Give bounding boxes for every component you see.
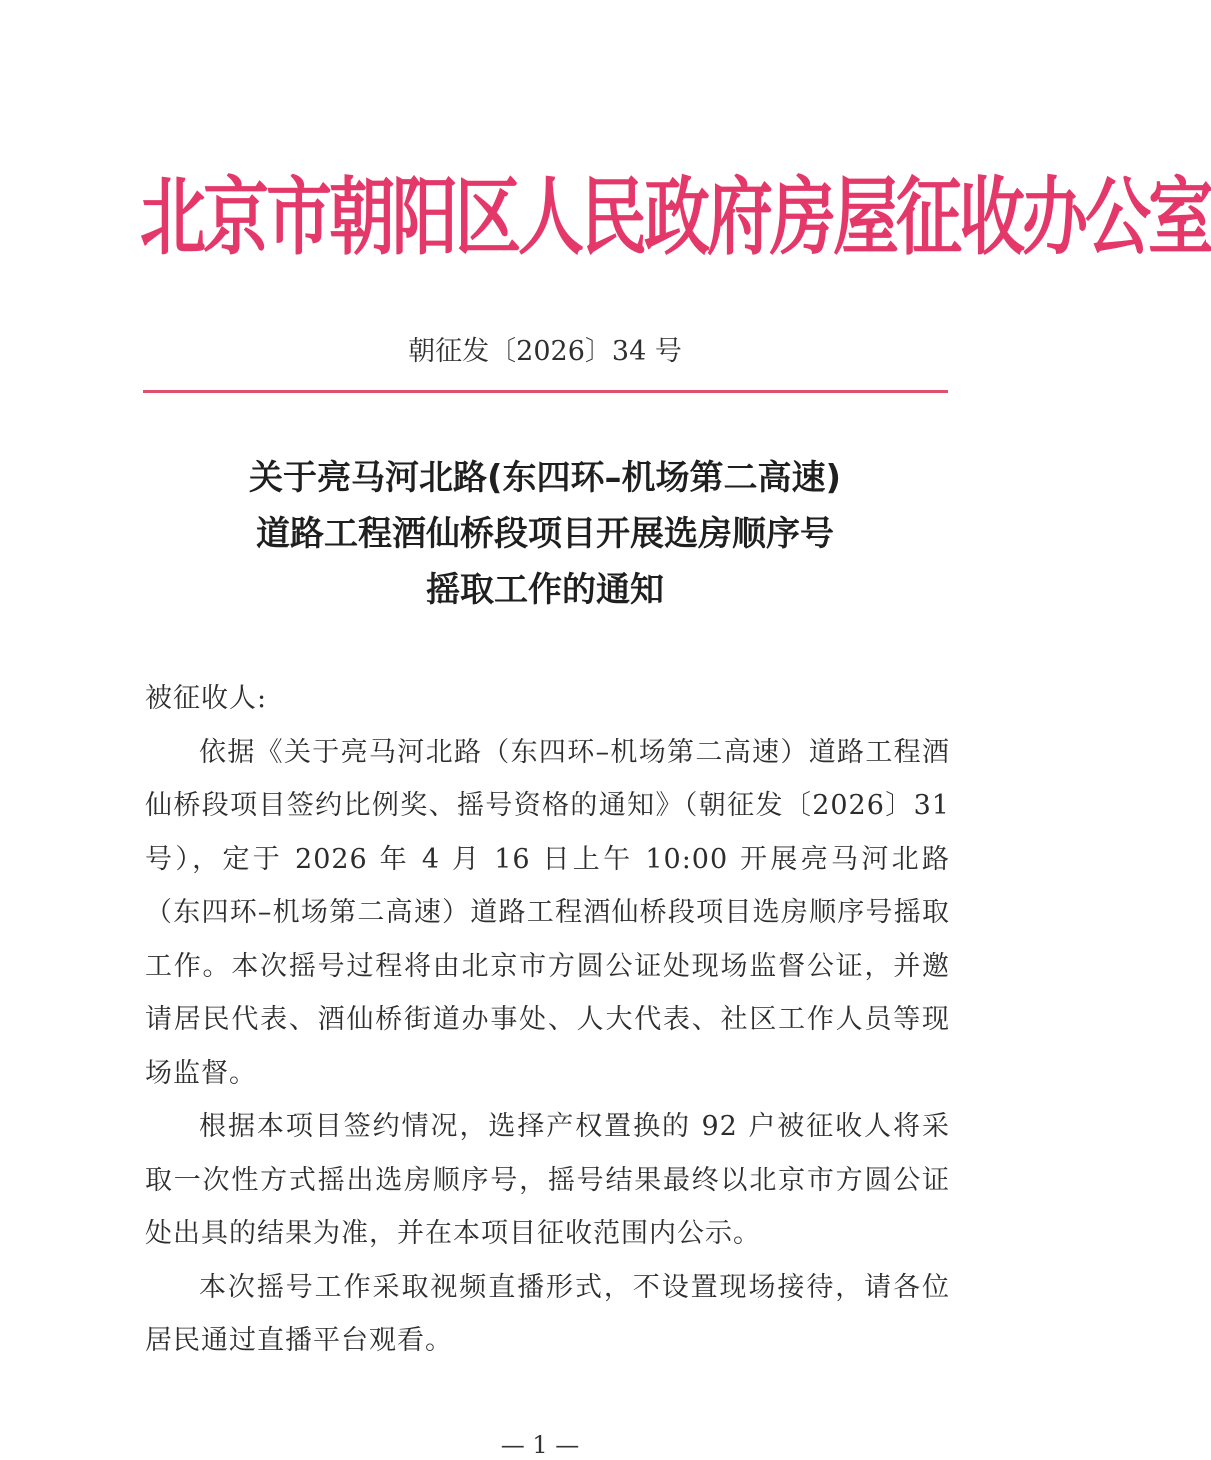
issuing-agency-masthead: 北京市朝阳区人民政府房屋征收办公室: [140, 168, 1211, 267]
title-line: 关于亮马河北路(东四环–机场第二高速): [248, 458, 842, 498]
salutation: 被征收人:: [145, 683, 268, 714]
document-title: [140, 450, 950, 618]
page-number: — 1 —: [500, 1431, 580, 1459]
body-paragraph: 本次摇号工作采取视频直播形式，不设置现场接待，请各位居民通过直播平台观看。: [145, 1271, 950, 1356]
red-divider-line: [143, 390, 948, 393]
document-body: [145, 672, 950, 1368]
body-paragraph: 根据本项目签约情况，选择产权置换的 92 户被征收人将采取一次性方式摇出选房顺序号，摇号结果最终以北京市方圆公证处出具的结果为准，并在本项目征收范围内公示。: [145, 1111, 950, 1249]
document-number: 朝征发〔2026〕34 号: [408, 336, 682, 367]
title-line: 摇取工作的通知: [426, 570, 664, 610]
title-line: 道路工程酒仙桥段项目开展选房顺序号: [256, 514, 834, 554]
body-paragraph: 依据《关于亮马河北路（东四环–机场第二高速）道路工程酒仙桥段项目签约比例奖、摇号资格的通知》（朝征发〔2026〕31 号），定于 2026 年 4 月 16 日上午 10:00 开展亮马河北路（东四环–机场第二高速）道路工程酒仙桥段项目选房顺序号摇取工作。本次摇号过程将由北京市方圆公证处现场监督公证，并邀请居民代表、酒仙桥街道办事处、人大代表、社区工作人员等现场监督。: [145, 736, 950, 1089]
